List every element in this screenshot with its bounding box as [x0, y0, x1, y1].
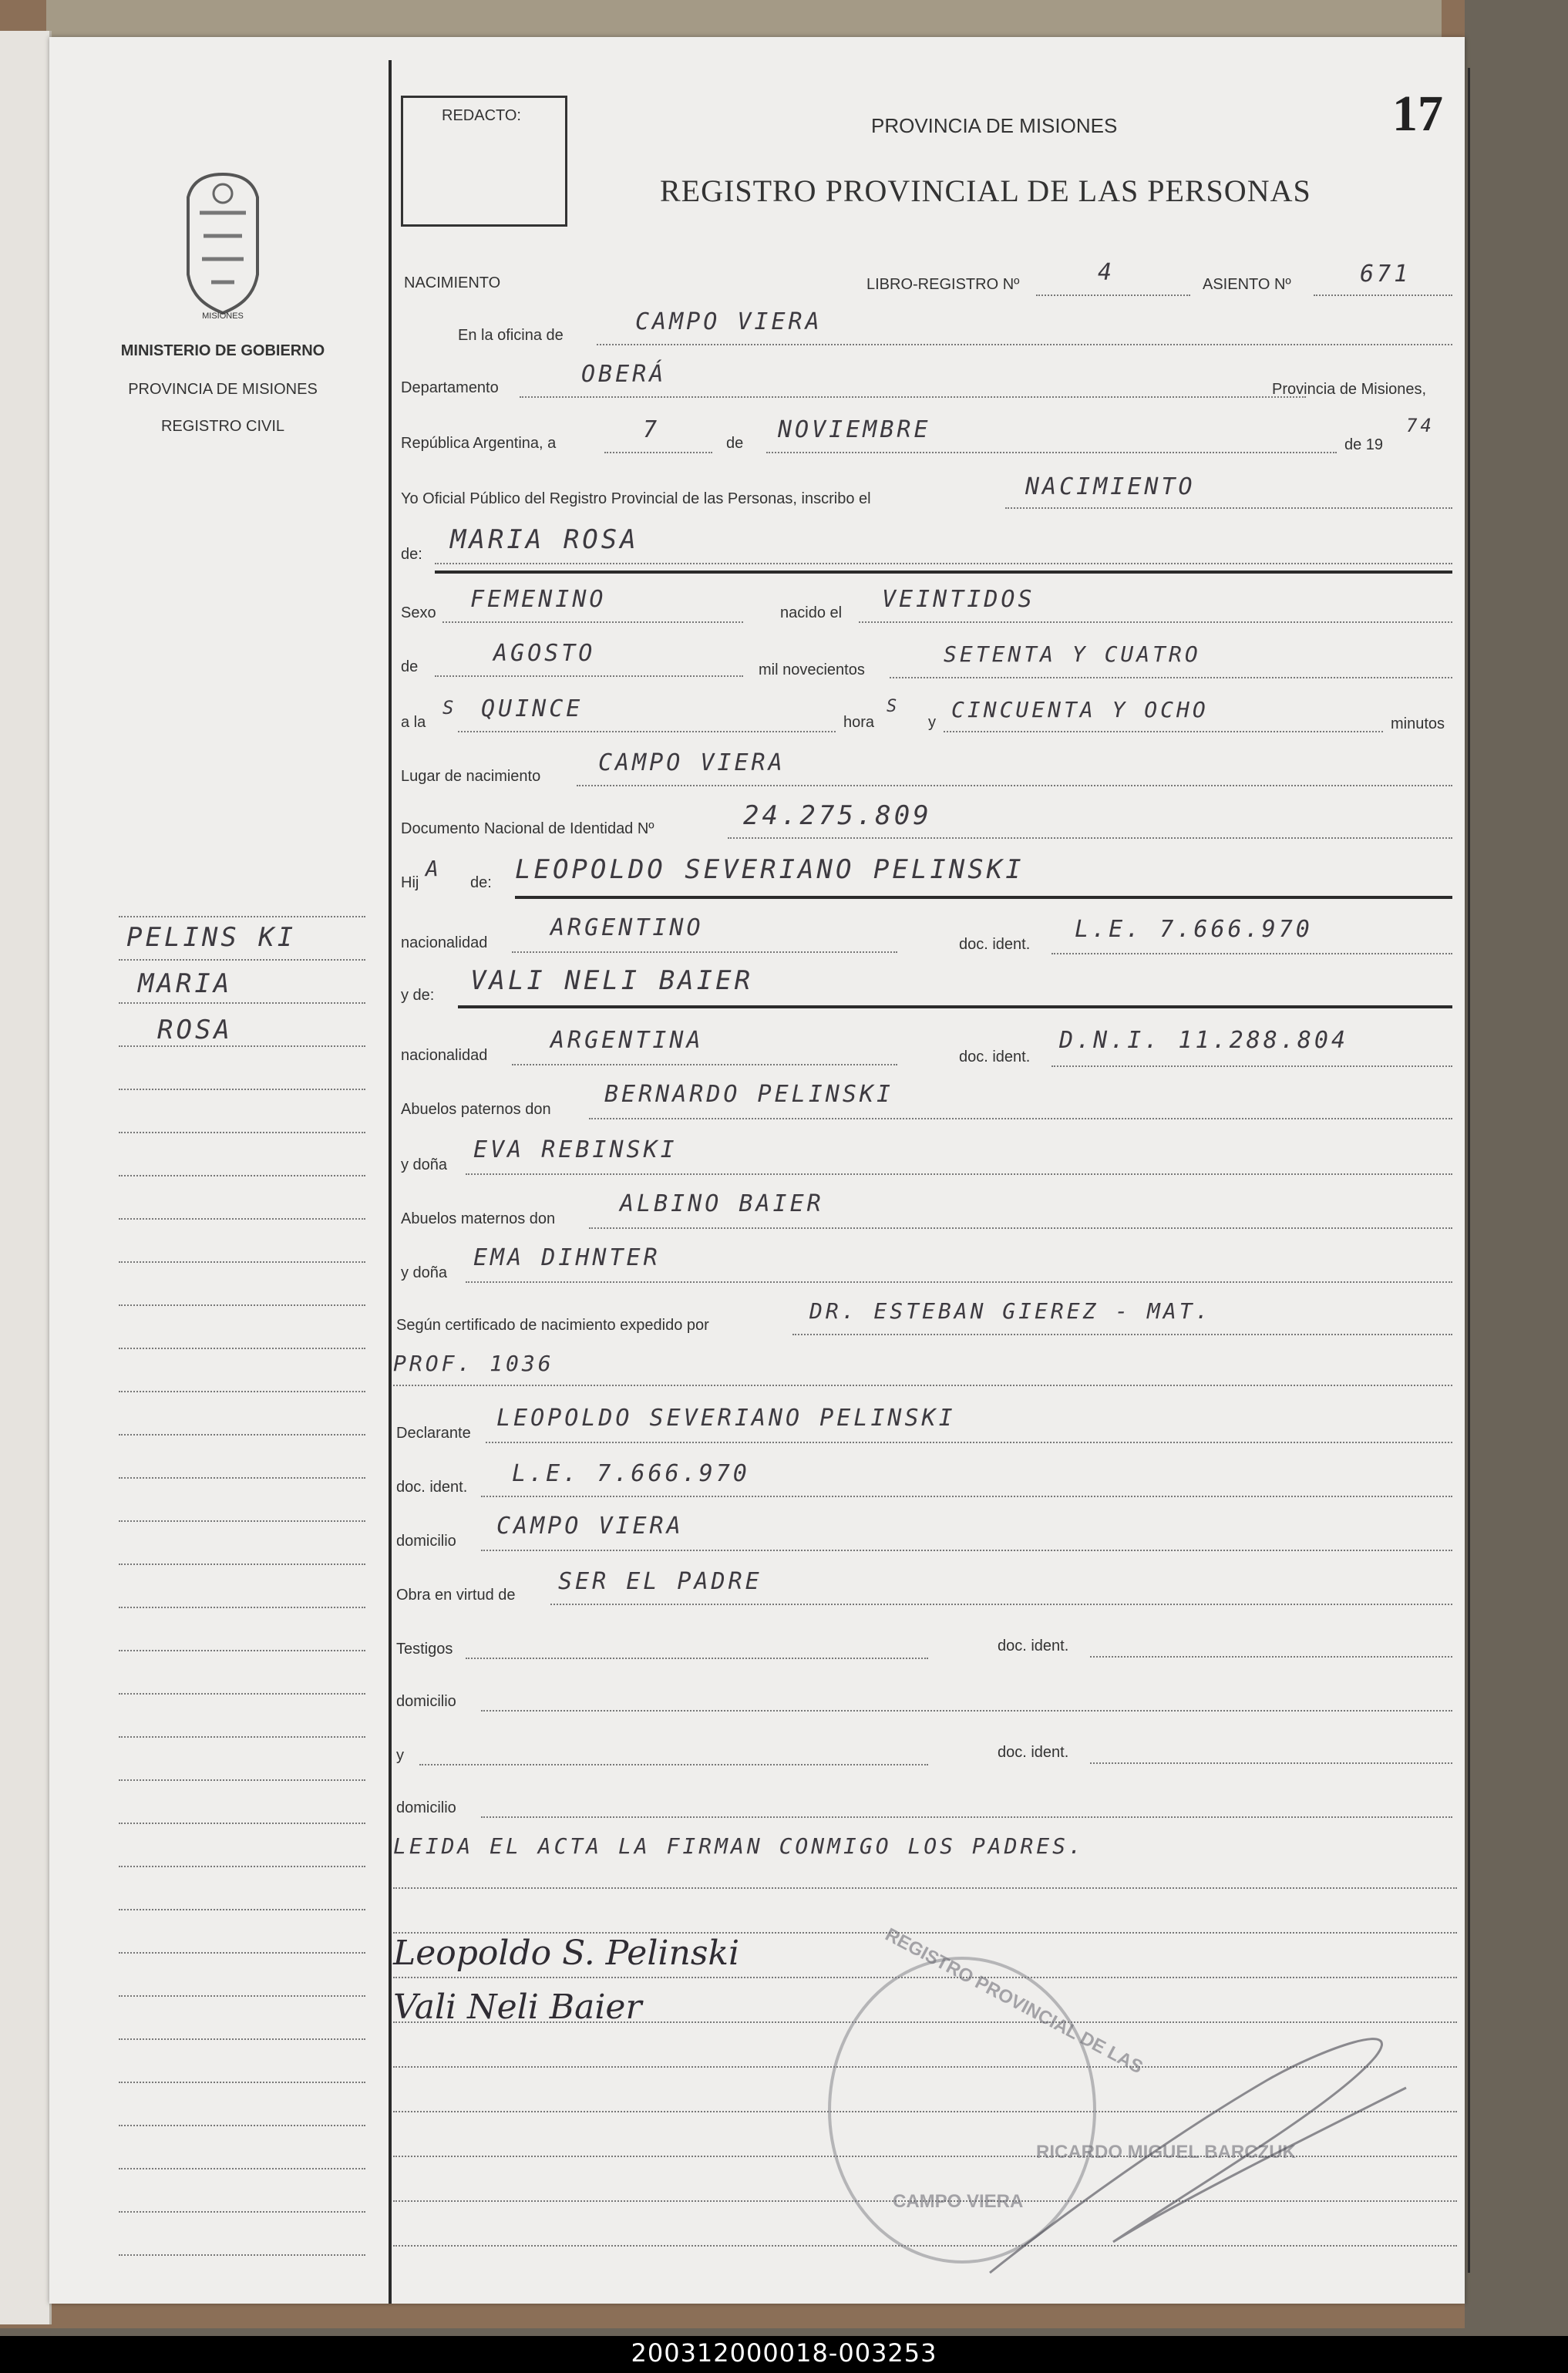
label-testigo-doc: doc. ident.	[998, 1638, 1069, 1654]
label-doc-ident-padre: doc. ident.	[959, 936, 1031, 953]
value-abuela-paterna: EVA REBINSKI	[473, 1136, 678, 1163]
label-departamento: Departamento	[401, 379, 499, 396]
mother-underline	[458, 1005, 1452, 1008]
value-obra: SER EL PADRE	[558, 1568, 762, 1595]
label-oficina: En la oficina de	[458, 327, 564, 344]
label-decl-domicilio: domicilio	[396, 1533, 456, 1550]
value-libro: 4	[1098, 259, 1115, 286]
label-declarante: Declarante	[396, 1425, 471, 1442]
book-binding	[46, 0, 1442, 40]
right-column-rule	[1468, 68, 1470, 2273]
value-a-la-s: S	[442, 697, 457, 719]
label-segun-certificado: Según certificado de nacimiento expedido por	[396, 1317, 709, 1334]
label-republica: República Argentina, a	[401, 435, 557, 452]
label-y-dona-paterna: y doña	[401, 1156, 448, 1173]
value-segun: DR. ESTEBAN GIEREZ - MAT.	[809, 1298, 1212, 1324]
value-leida: LEIDA EL ACTA LA FIRMAN CONMIGO LOS PADRES.	[393, 1833, 1085, 1859]
label-sexo: Sexo	[401, 604, 436, 621]
label-testigo2-domicilio: domicilio	[396, 1799, 456, 1816]
label-y-de-madre: y de:	[401, 987, 435, 1004]
redacto-label: REDACTO:	[442, 107, 521, 124]
register-page	[49, 37, 1465, 2304]
margin-middlename: ROSA	[157, 1015, 233, 1045]
value-padre: LEOPOLDO SEVERIANO PELINSKI	[515, 854, 1025, 885]
label-dni: Documento Nacional de Identidad Nº	[401, 820, 654, 837]
value-madre-doc: D.N.I. 11.288.804	[1059, 1027, 1349, 1054]
label-doc-ident-madre: doc. ident.	[959, 1048, 1031, 1065]
label-testigos: Testigos	[396, 1641, 453, 1658]
value-padre-nacionalidad: ARGENTINO	[550, 914, 704, 941]
value-madre: VALI NELI BAIER	[470, 965, 754, 996]
value-declarante: LEOPOLDO SEVERIANO PELINSKI	[496, 1405, 956, 1432]
label-nacionalidad-madre: nacionalidad	[401, 1047, 488, 1064]
value-dia: 7	[643, 416, 661, 443]
ruled-line	[393, 1887, 1457, 1889]
label-asiento: ASIENTO Nº	[1203, 276, 1291, 293]
value-departamento: OBERÁ	[581, 361, 667, 388]
stamp-officer-name: RICARDO MIGUEL BARCZUK	[1036, 2142, 1296, 2163]
value-oficina: CAMPO VIERA	[635, 308, 823, 335]
label-minutos: minutos	[1391, 715, 1445, 732]
facing-page-edge	[0, 31, 52, 2324]
name-underline	[435, 571, 1452, 574]
value-segun-cont: PROF. 1036	[393, 1351, 554, 1376]
image-caption: 200312000018-003253	[631, 2338, 937, 2368]
label-de-nombre: de:	[401, 546, 422, 563]
label-abuelos-maternos: Abuelos maternos don	[401, 1210, 556, 1227]
ministry-civil-registry: REGISTRO CIVIL	[160, 418, 285, 435]
label-abuelos-paternos: Abuelos paternos don	[401, 1101, 551, 1118]
father-underline	[515, 896, 1452, 899]
value-inscribe: NACIMIENTO	[1025, 473, 1196, 500]
label-nacionalidad-padre: nacionalidad	[401, 934, 488, 951]
label-nacido-el: nacido el	[780, 604, 843, 621]
value-dni: 24.275.809	[743, 800, 932, 831]
label-libro: LIBRO-REGISTRO Nº	[866, 276, 1020, 293]
ministry-title: MINISTERIO DE GOBIERNO	[120, 342, 325, 359]
ministry-province: PROVINCIA DE MISIONES	[128, 381, 318, 398]
label-y-minutos: y	[928, 714, 936, 731]
label-decl-doc-ident: doc. ident.	[396, 1479, 468, 1496]
header-province: PROVINCIA DE MISIONES	[871, 114, 1118, 137]
value-madre-nacionalidad: ARGENTINA	[550, 1027, 704, 1054]
value-anio: 74	[1406, 415, 1435, 436]
label-de-padre: de:	[470, 874, 492, 891]
value-minutos: CINCUENTA Y OCHO	[951, 697, 1209, 722]
margin-surname: PELINS KI	[126, 922, 297, 953]
stamp-center-text: CAMPO VIERA	[893, 2191, 1024, 2212]
label-testigo2-doc: doc. ident.	[998, 1744, 1069, 1761]
seal-caption: MISIONES	[202, 311, 244, 321]
value-lugar: CAMPO VIERA	[598, 749, 786, 776]
value-sexo: FEMENINO	[470, 586, 607, 613]
value-abuelo-materno: ALBINO BAIER	[620, 1190, 824, 1217]
value-hij-suffix: A	[426, 856, 442, 881]
label-testigo-domicilio: domicilio	[396, 1693, 456, 1710]
folio-number: 17	[1392, 86, 1443, 142]
value-nacido-dia: VEINTIDOS	[882, 586, 1035, 613]
value-abuela-materna: EMA DIHNTER	[473, 1244, 661, 1271]
signature-father: Leopoldo S. Pelinski	[393, 1934, 740, 1973]
value-abuelo-paterno: BERNARDO PELINSKI	[604, 1081, 894, 1108]
label-de-nacido-mes: de	[401, 658, 419, 675]
label-mil-novecientos: mil novecientos	[759, 661, 865, 678]
value-decl-domicilio: CAMPO VIERA	[496, 1513, 684, 1540]
label-de-mes: de	[726, 435, 744, 452]
value-nacido-anio: SETENTA Y CUATRO	[944, 641, 1201, 667]
value-hora: QUINCE	[481, 695, 584, 722]
label-obra: Obra en virtud de	[396, 1587, 516, 1604]
label-lugar: Lugar de nacimiento	[401, 768, 541, 785]
label-y-testigo: y	[396, 1747, 404, 1764]
value-mes: NOVIEMBRE	[778, 416, 931, 443]
value-hora-s: S	[887, 697, 900, 716]
label-hij: Hij	[401, 874, 419, 891]
label-de-19: de 19	[1344, 436, 1384, 453]
label-hora: hora	[843, 714, 875, 731]
header-registry-title: REGISTRO PROVINCIAL DE LAS PERSONAS	[660, 173, 1311, 208]
label-yo-oficial: Yo Oficial Público del Registro Provincial de las Personas, inscribo el	[401, 490, 871, 507]
value-asiento: 671	[1360, 261, 1412, 288]
value-decl-doc: L.E. 7.666.970	[512, 1460, 750, 1487]
value-nombre: MARIA ROSA	[450, 524, 639, 555]
label-nacimiento: NACIMIENTO	[404, 274, 501, 291]
label-a-la: a la	[401, 714, 426, 731]
label-prov-misiones: Provincia de Misiones,	[1272, 381, 1427, 398]
value-padre-doc: L.E. 7.666.970	[1075, 916, 1313, 943]
margin-firstname: MARIA	[138, 968, 233, 999]
official-signature-scribble	[974, 2011, 1437, 2288]
stamp-ring-text: REGISTRO PROVINCIAL DE LAS	[881, 1924, 1146, 2078]
signature-mother: Vali Neli Baier	[393, 1988, 642, 2027]
value-nacido-mes: AGOSTO	[493, 640, 596, 667]
label-y-dona-materna: y doña	[401, 1264, 448, 1281]
